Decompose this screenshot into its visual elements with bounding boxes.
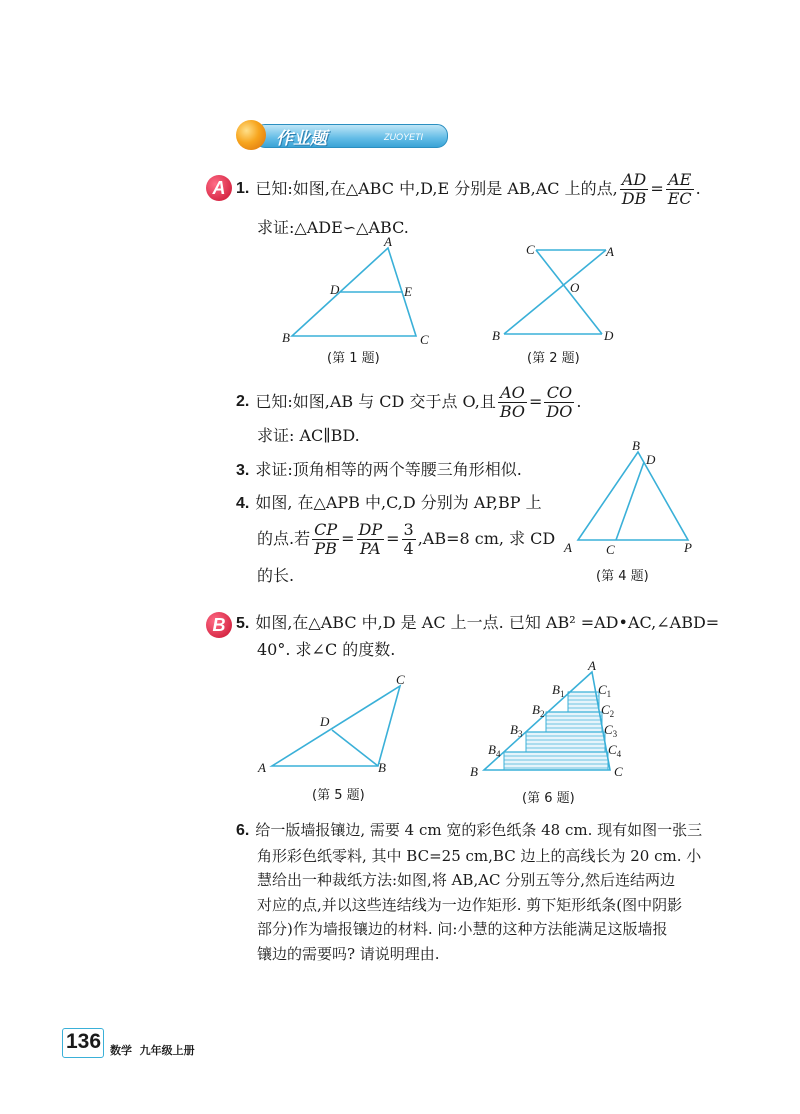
section-header — [232, 118, 448, 150]
q4-number: 4. — [236, 495, 250, 512]
fig6-c3: C — [604, 722, 613, 737]
header-subtitle: ZUOYETI — [384, 132, 424, 142]
fig5-line-bd — [332, 730, 378, 766]
header-title: 作业题 — [276, 129, 327, 149]
fig5-label-b: B — [378, 760, 386, 775]
q5-line2: 40°. 求∠C 的度数. — [257, 640, 396, 659]
fig6-rect-1 — [568, 692, 599, 712]
fig6-label-c3 — [604, 722, 618, 739]
fig6-label-b4 — [488, 742, 501, 759]
q6-number: 6. — [236, 822, 250, 839]
fig6-label-c4 — [608, 742, 622, 759]
fig6-b3: B — [510, 722, 518, 737]
fig4-label-c: C — [606, 542, 615, 557]
footer — [62, 1028, 262, 1058]
fig2-label-d: D — [604, 328, 614, 343]
fig5-triangle — [272, 686, 400, 766]
q2-frac2-num: CO — [544, 384, 574, 403]
q6-line-3: 慧给出一种裁纸方法:如图,将 AB,AC 分别五等分,然后连结两边 — [257, 871, 676, 889]
q6-line-5: 部分)作为墙报镶边的材料. 问:小慧的这种方法能满足这版墙报 — [257, 920, 668, 938]
figure-1 — [280, 236, 440, 348]
q1-number: 1. — [236, 180, 250, 197]
fig2-label-c: C — [526, 242, 535, 257]
fig6-c2-sub: 2 — [609, 709, 615, 719]
q5-number: 5. — [236, 615, 250, 632]
q2-prove: 求证: AC∥BD. — [257, 426, 360, 445]
q2-fraction-2 — [544, 384, 574, 421]
q4-fraction-3 — [402, 521, 416, 558]
q1-frac1-den: DB — [621, 188, 647, 208]
q6-line-1 — [236, 818, 706, 844]
q2-frac1-den: BO — [499, 401, 525, 421]
q6-line-4: 对应的点,并以这些连结线为一边作矩形. 剪下矩形纸条(图中阴影 — [257, 895, 683, 914]
fig6-label-c1 — [598, 682, 611, 699]
fig4-label-a: A — [564, 540, 572, 555]
q2-frac2-den: DO — [546, 401, 573, 421]
section-a-badge — [206, 175, 232, 201]
caption-fig1: (第 1 题) — [327, 351, 380, 366]
fig4-label-d: D — [646, 452, 656, 467]
book-title: 数学 九年级上册 — [110, 1044, 195, 1057]
caption-fig4: (第 4 题) — [596, 569, 649, 584]
figure-5 — [256, 670, 416, 778]
caption-fig2: (第 2 题) — [527, 351, 580, 366]
fig6-b2-sub: 2 — [539, 709, 545, 719]
section-a-letter: A — [212, 178, 226, 198]
fig2-line-cd — [536, 250, 602, 334]
fig5-label-c: C — [396, 672, 405, 687]
q6-line-6: 镶边的需要吗? 请说明理由. — [257, 944, 440, 963]
fig6-b4: B — [488, 742, 496, 757]
fig6-c1-sub: 1 — [606, 689, 612, 699]
q4-frac2-num: DP — [358, 519, 383, 539]
q2-end: . — [576, 392, 582, 411]
fig5-label-d: D — [320, 714, 330, 729]
fig6-c4: C — [608, 742, 617, 757]
section-b-badge — [206, 612, 232, 638]
q1-frac1-num: AD — [620, 171, 649, 190]
q2-text: 已知:如图,AB 与 CD 交于点 O,且 — [255, 392, 496, 411]
fig6-rect-3 — [526, 732, 605, 752]
q4-frac3-den: 4 — [403, 538, 414, 558]
q2-number: 2. — [236, 393, 250, 410]
q6-line-2: 角形彩色纸零料, 其中 BC=25 cm,BC 边上的高线长为 20 cm. 小 — [257, 846, 702, 865]
fig6-label-b1 — [552, 682, 564, 699]
fig2-line-ab — [504, 250, 606, 334]
fig1-label-a: A — [384, 236, 392, 249]
fig4-line-cd — [616, 462, 644, 540]
fig2-label-o: O — [570, 280, 580, 295]
fig2-label-a: A — [606, 244, 614, 259]
fig2-label-b: B — [492, 328, 500, 343]
q4-frac1-den: PB — [314, 538, 337, 558]
fig6-label-b: B — [470, 764, 478, 779]
q2-fraction-1 — [498, 384, 527, 421]
fig6-b1-sub: 1 — [559, 689, 565, 699]
q3-number: 3. — [236, 462, 250, 479]
question-1 — [236, 169, 701, 209]
fig6-b2: B — [532, 702, 540, 717]
question-4-line1 — [236, 493, 542, 514]
q4-frac3-num: 3 — [403, 519, 414, 539]
q5-line1: 如图,在△ABC 中,D 是 AC 上一点. 已知 AB² =AD•AC,∠ABD= — [255, 613, 720, 632]
q1-fraction-2 — [666, 171, 694, 208]
q4-line2a: 的点.若 — [257, 529, 311, 548]
q4-frac2-den: PA — [359, 538, 381, 558]
question-3 — [236, 460, 522, 481]
q4-eq2: = — [386, 529, 400, 548]
fig6-b1: B — [552, 682, 560, 697]
q4-line1: 如图, 在△APB 中,C,D 分别为 AP,BP 上 — [255, 493, 542, 512]
q4-eq1: = — [341, 529, 355, 548]
fig1-label-e: E — [404, 284, 412, 299]
q4-frac1-num: CP — [314, 519, 338, 539]
fig6-c2: C — [601, 702, 610, 717]
fig5-label-a: A — [258, 760, 266, 775]
fig6-rect-2 — [546, 712, 602, 732]
q4-fraction-2 — [357, 521, 385, 558]
question-2 — [236, 382, 581, 422]
fig6-label-b2 — [532, 702, 544, 719]
caption-fig6: (第 6 题) — [522, 791, 575, 806]
figure-6 — [462, 658, 632, 784]
fig4-label-b: B — [632, 438, 640, 453]
fig6-c3-sub: 3 — [612, 729, 618, 739]
q4-line2b: ,AB=8 cm, 求 CD — [417, 529, 556, 548]
fig6-b4-sub: 4 — [495, 749, 501, 759]
q3-text: 求证:顶角相等的两个等腰三角形相似. — [255, 460, 522, 479]
fig4-label-p: P — [684, 540, 692, 555]
header-ball-icon — [236, 120, 266, 150]
q4-line3: 的长. — [257, 566, 295, 585]
question-5-line1 — [236, 613, 719, 634]
q6-line-1-text: 给一版墙报镶边, 需要 4 cm 宽的彩色纸条 48 cm. 现有如图一张三 — [255, 821, 703, 839]
fig6-label-a: A — [588, 658, 596, 673]
q1-prove: 求证:△ADE∽△ABC. — [257, 218, 409, 237]
q1-text: 已知:如图,在△ABC 中,D,E 分别是 AB,AC 上的点, — [255, 179, 618, 198]
q1-end: . — [695, 179, 701, 198]
q1-frac2-den: EC — [667, 188, 692, 208]
fig1-label-c: C — [420, 332, 429, 347]
fig6-label-c2 — [601, 702, 614, 719]
fig6-b3-sub: 3 — [517, 729, 523, 739]
q2-eq: = — [529, 392, 543, 411]
fig1-label-b: B — [282, 330, 290, 345]
fig1-label-d: D — [330, 282, 340, 297]
q2-frac1-num: AO — [498, 384, 527, 403]
q1-fraction-1 — [620, 171, 649, 208]
fig6-label-b3 — [510, 722, 523, 739]
figure-2 — [488, 236, 628, 348]
fig4-triangle — [578, 452, 688, 540]
q1-frac2-num: AE — [666, 171, 694, 190]
section-b-letter: B — [212, 615, 226, 635]
question-6 — [236, 818, 706, 966]
figure-4 — [560, 438, 700, 558]
question-4-line2 — [257, 518, 555, 560]
fig6-c4-sub: 4 — [616, 749, 622, 759]
caption-fig5: (第 5 题) — [312, 788, 365, 803]
q4-fraction-1 — [312, 521, 339, 558]
fig6-rect-4 — [504, 752, 608, 770]
fig6-c1: C — [598, 682, 607, 697]
page-number: 136 — [66, 1030, 102, 1053]
fig6-label-c: C — [614, 764, 623, 779]
q1-eq: = — [650, 179, 664, 198]
